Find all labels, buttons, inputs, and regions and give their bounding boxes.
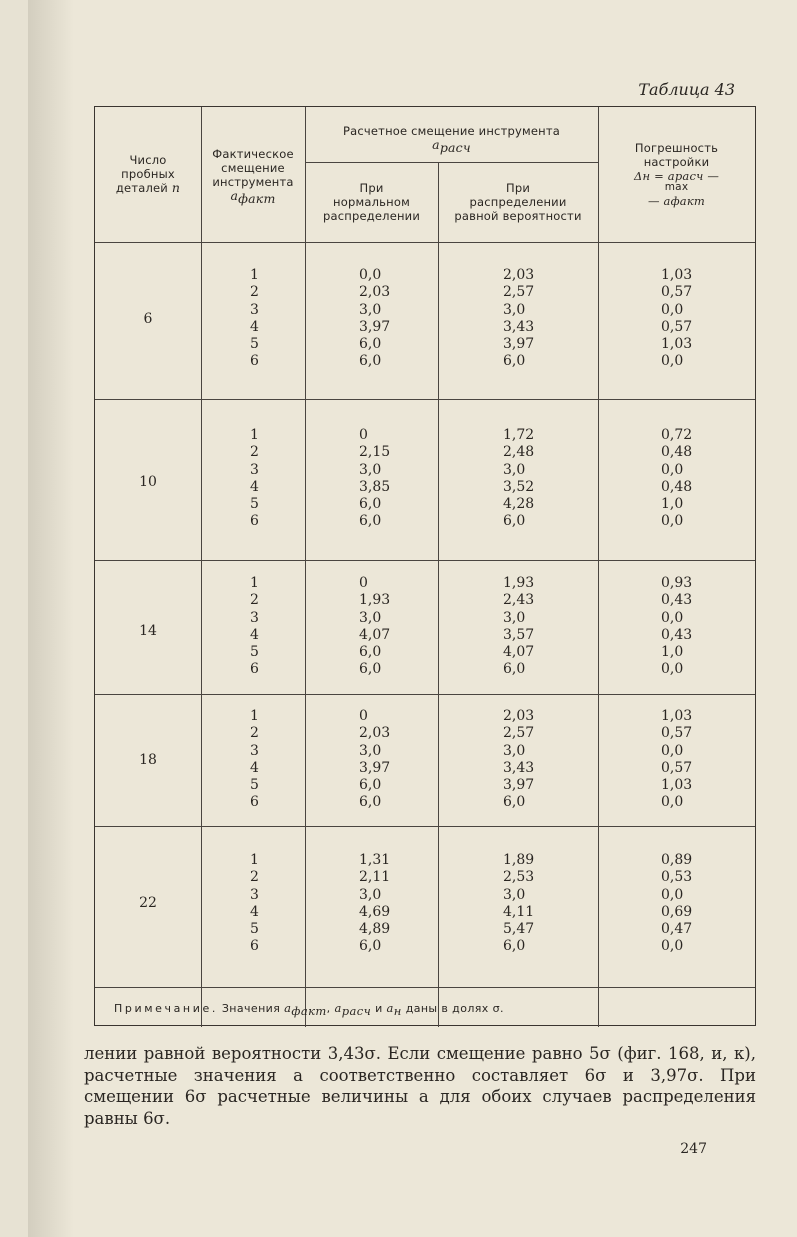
sample-count-cell: 10 [139,474,157,490]
sample-count-cell: 18 [139,752,157,768]
col-divider [201,107,202,1027]
header-normal-distribution: При нормальном распределении [322,181,421,223]
page-gutter-shadow [28,0,74,1237]
group-divider [95,560,755,561]
header-sample-count: Число пробных деталей n [115,153,181,195]
col-divider [438,163,439,1027]
normal-offset-column: 0 2,03 3,0 3,97 6,0 6,0 [359,708,391,811]
table-note: Примечание. Значения $a_{факт}$, $a_{расч}$ и $a_н$ даны в долях σ. [114,1001,504,1019]
setup-error-column: 0,89 0,53 0,0 0,69 0,47 0,0 [661,852,693,955]
normal-offset-column: 1,31 2,11 3,0 4,69 4,89 6,0 [359,852,391,955]
header-bottom-line [95,242,755,243]
header-actual-offset: Фактическое смещение инструмента $a_{факт}$ [212,147,294,207]
group-divider [95,694,755,695]
note-label: Примечание. [114,1002,218,1015]
table-body-bottom-line [95,987,755,988]
col-divider [305,107,306,1027]
uniform-offset-column: 1,93 2,43 3,0 3,57 4,07 6,0 [503,575,535,678]
sample-count-cell: 6 [143,311,153,327]
uniform-offset-column: 1,89 2,53 3,0 4,11 5,47 6,0 [503,852,535,955]
actual-offset-column: 1 2 3 4 5 6 [250,852,259,955]
table-caption: Таблица 43 [638,80,735,99]
header-subdivider [305,162,598,163]
header-uniform-distribution: При распределении равной вероятности [454,181,582,223]
data-table [94,106,756,1026]
page-number: 247 [680,1141,707,1157]
sample-count-cell: 14 [139,623,157,639]
setup-error-column: 0,93 0,43 0,0 0,43 1,0 0,0 [661,575,693,678]
normal-offset-column: 0,0 2,03 3,0 3,97 6,0 6,0 [359,267,391,370]
header-setup-error: Погрешность настройки Δн = aрасч — max — aфакт [633,141,720,208]
normal-offset-column: 0 2,15 3,0 3,85 6,0 6,0 [359,427,391,530]
group-divider [95,399,755,400]
header-calculated-offset: Расчетное смещение инструмента $a_{расч}$ [343,124,560,156]
setup-error-column: 1,03 0,57 0,0 0,57 1,03 0,0 [661,708,693,811]
col-divider [598,107,599,1027]
book-page [28,0,797,1237]
group-divider [95,826,755,827]
actual-offset-column: 1 2 3 4 5 6 [250,267,259,370]
setup-error-column: 0,72 0,48 0,0 0,48 1,0 0,0 [661,427,693,530]
uniform-offset-column: 1,72 2,48 3,0 3,52 4,28 6,0 [503,427,535,530]
actual-offset-column: 1 2 3 4 5 6 [250,427,259,530]
uniform-offset-column: 2,03 2,57 3,0 3,43 3,97 6,0 [503,267,535,370]
body-paragraph: лении равной вероятности 3,43σ. Если смещение равно 5σ (фиг. 168, и, к), расчетные значения a соответственно составляет 6σ и 3,97σ. При смещении 6σ расчетные величины a для обоих случаев распределения равны 6σ. [84,1044,756,1128]
setup-error-column: 1,03 0,57 0,0 0,57 1,03 0,0 [661,267,693,370]
actual-offset-column: 1 2 3 4 5 6 [250,708,259,811]
sample-count-cell: 22 [139,895,157,911]
normal-offset-column: 0 1,93 3,0 4,07 6,0 6,0 [359,575,391,678]
uniform-offset-column: 2,03 2,57 3,0 3,43 3,97 6,0 [503,708,535,811]
actual-offset-column: 1 2 3 4 5 6 [250,575,259,678]
